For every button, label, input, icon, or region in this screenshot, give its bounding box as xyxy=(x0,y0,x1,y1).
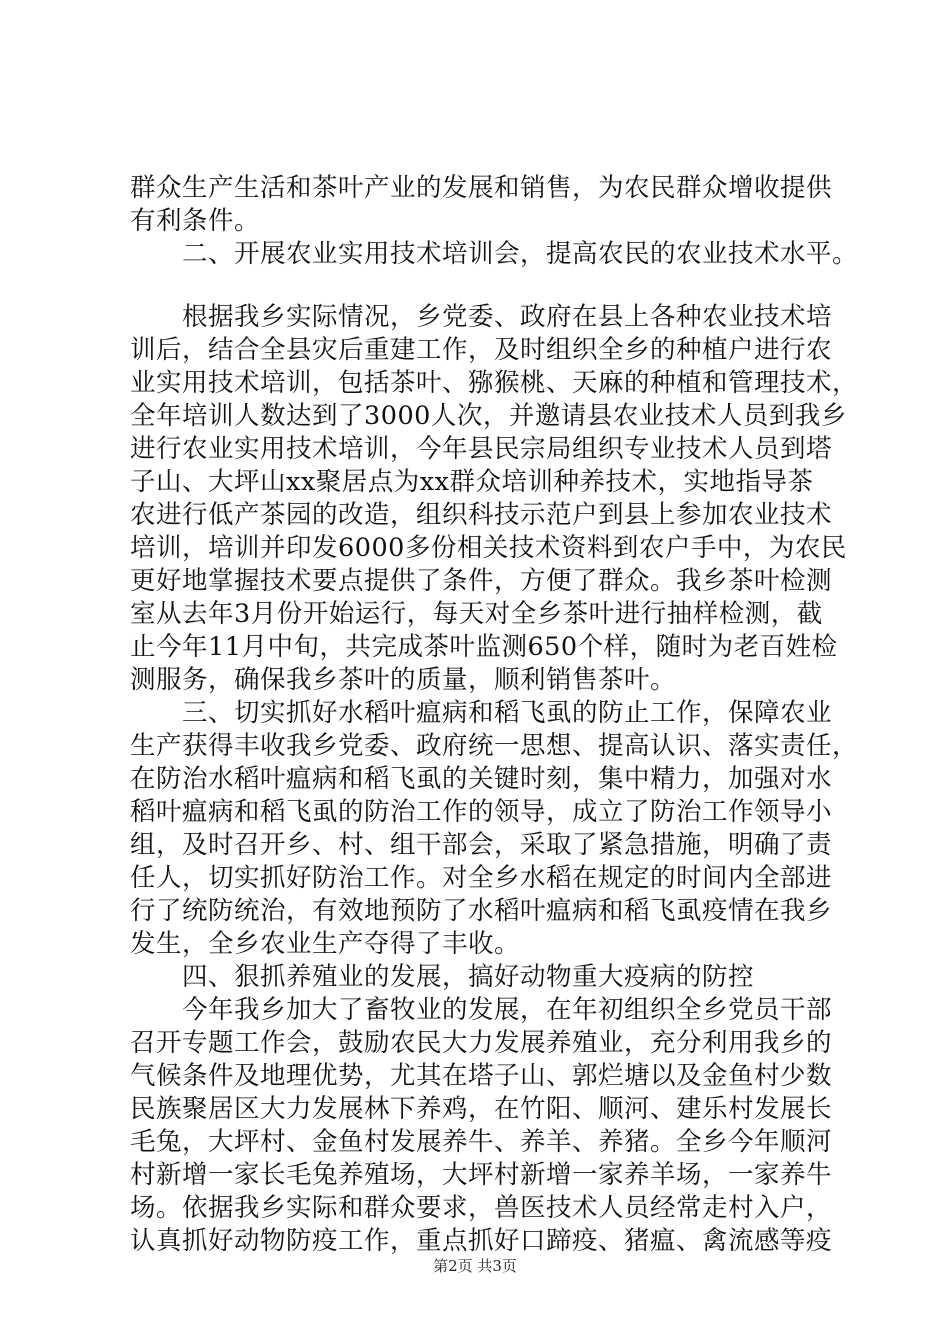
section-heading-2: 二、开展农业实用技术培训会，提高农民的农业技术水平。 xyxy=(130,239,859,269)
text-line: 群众生产生活和茶叶产业的发展和销售，为农民群众增收提供 xyxy=(130,173,833,203)
text-line: 召开专题工作会，鼓励农民大力发展养殖业，充分利用我乡的 xyxy=(130,1028,833,1058)
document-body xyxy=(130,172,865,1258)
text-line: 进行农业实用技术培训，今年县民宗局组织专业技术人员到塔 xyxy=(130,434,833,464)
main-paragraphs xyxy=(130,301,865,1258)
text-line: 农进行低产茶园的改造，组织科技示范户到县上参加农业技术 xyxy=(130,500,833,530)
top-paragraphs xyxy=(130,172,865,271)
text-line: 行了统防统治，有效地预防了水稻叶瘟病和稻飞虱疫情在我乡 xyxy=(130,896,833,926)
text-line: 民族聚居区大力发展林下养鸡，在竹阳、顺河、建乐村发展长 xyxy=(130,1094,833,1124)
page-number-footer: 第2页 共3页 xyxy=(433,1257,517,1275)
text-line: 在防治水稻叶瘟病和稻飞虱的关键时刻，集中精力，加强对水 xyxy=(130,764,833,794)
text-line: 培训，培训并印发6000多份相关技术资料到农户手中，为农民 xyxy=(130,533,847,563)
text-line: 气候条件及地理优势，尤其在塔子山、郭烂塘以及金鱼村少数 xyxy=(130,1061,833,1091)
text-line: 全年培训人数达到了3000人次，并邀请县农业技术人员到我乡 xyxy=(130,401,847,431)
text-line: 毛兔，大坪村、金鱼村发展养牛、养羊、养猪。全乡今年顺河 xyxy=(130,1127,833,1157)
section-heading-4: 四、狠抓养殖业的发展，搞好动物重大疫病的防控 xyxy=(130,962,755,992)
text-line: 根据我乡实际情况，乡党委、政府在县上各种农业技术培 xyxy=(130,302,833,332)
text-line: 有利条件。 xyxy=(130,206,261,236)
text-line: 发生，全乡农业生产夺得了丰收。 xyxy=(130,929,521,959)
text-line: 测服务，确保我乡茶叶的质量，顺利销售茶叶。 xyxy=(130,665,677,695)
text-line: 业实用技术培训，包括茶叶、猕猴桃、天麻的种植和管理技术， xyxy=(130,368,859,398)
text-line: 生产获得丰收我乡党委、政府统一思想、提高认识、落实责任， xyxy=(130,731,859,761)
text-line: 今年我乡加大了畜牧业的发展，在年初组织全乡党员干部 xyxy=(130,995,833,1025)
paragraph-gap xyxy=(130,271,865,301)
text-line: 场。依据我乡实际和群众要求，兽医技术人员经常走村入户， xyxy=(130,1193,833,1223)
text-line: 子山、大坪山xx聚居点为xx群众培训种养技术，实地指导茶 xyxy=(130,467,814,497)
text-line: 训后，结合全县灾后重建工作，及时组织全乡的种植户进行农 xyxy=(130,335,833,365)
section-heading-3: 三、切实抓好水稻叶瘟病和稻飞虱的防止工作，保障农业 xyxy=(130,698,833,728)
text-line: 组，及时召开乡、村、组干部会，采取了紧急措施，明确了责 xyxy=(130,830,833,860)
text-line: 室从去年3月份开始运行，每天对全乡茶叶进行抽样检测，截 xyxy=(130,599,823,629)
text-line: 村新增一家长毛兔养殖场，大坪村新增一家养羊场，一家养牛 xyxy=(130,1160,833,1190)
text-line: 更好地掌握技术要点提供了条件，方便了群众。我乡茶叶检测 xyxy=(130,566,833,596)
text-line: 止今年11月中旬，共完成茶叶监测650个样，随时为老百姓检 xyxy=(130,632,838,662)
text-line: 稻叶瘟病和稻飞虱的防治工作的领导，成立了防治工作领导小 xyxy=(130,797,833,827)
text-line: 认真抓好动物防疫工作，重点抓好口蹄疫、猪瘟、禽流感等疫 xyxy=(130,1226,833,1256)
text-line: 任人，切实抓好防治工作。对全乡水稻在规定的时间内全部进 xyxy=(130,863,833,893)
